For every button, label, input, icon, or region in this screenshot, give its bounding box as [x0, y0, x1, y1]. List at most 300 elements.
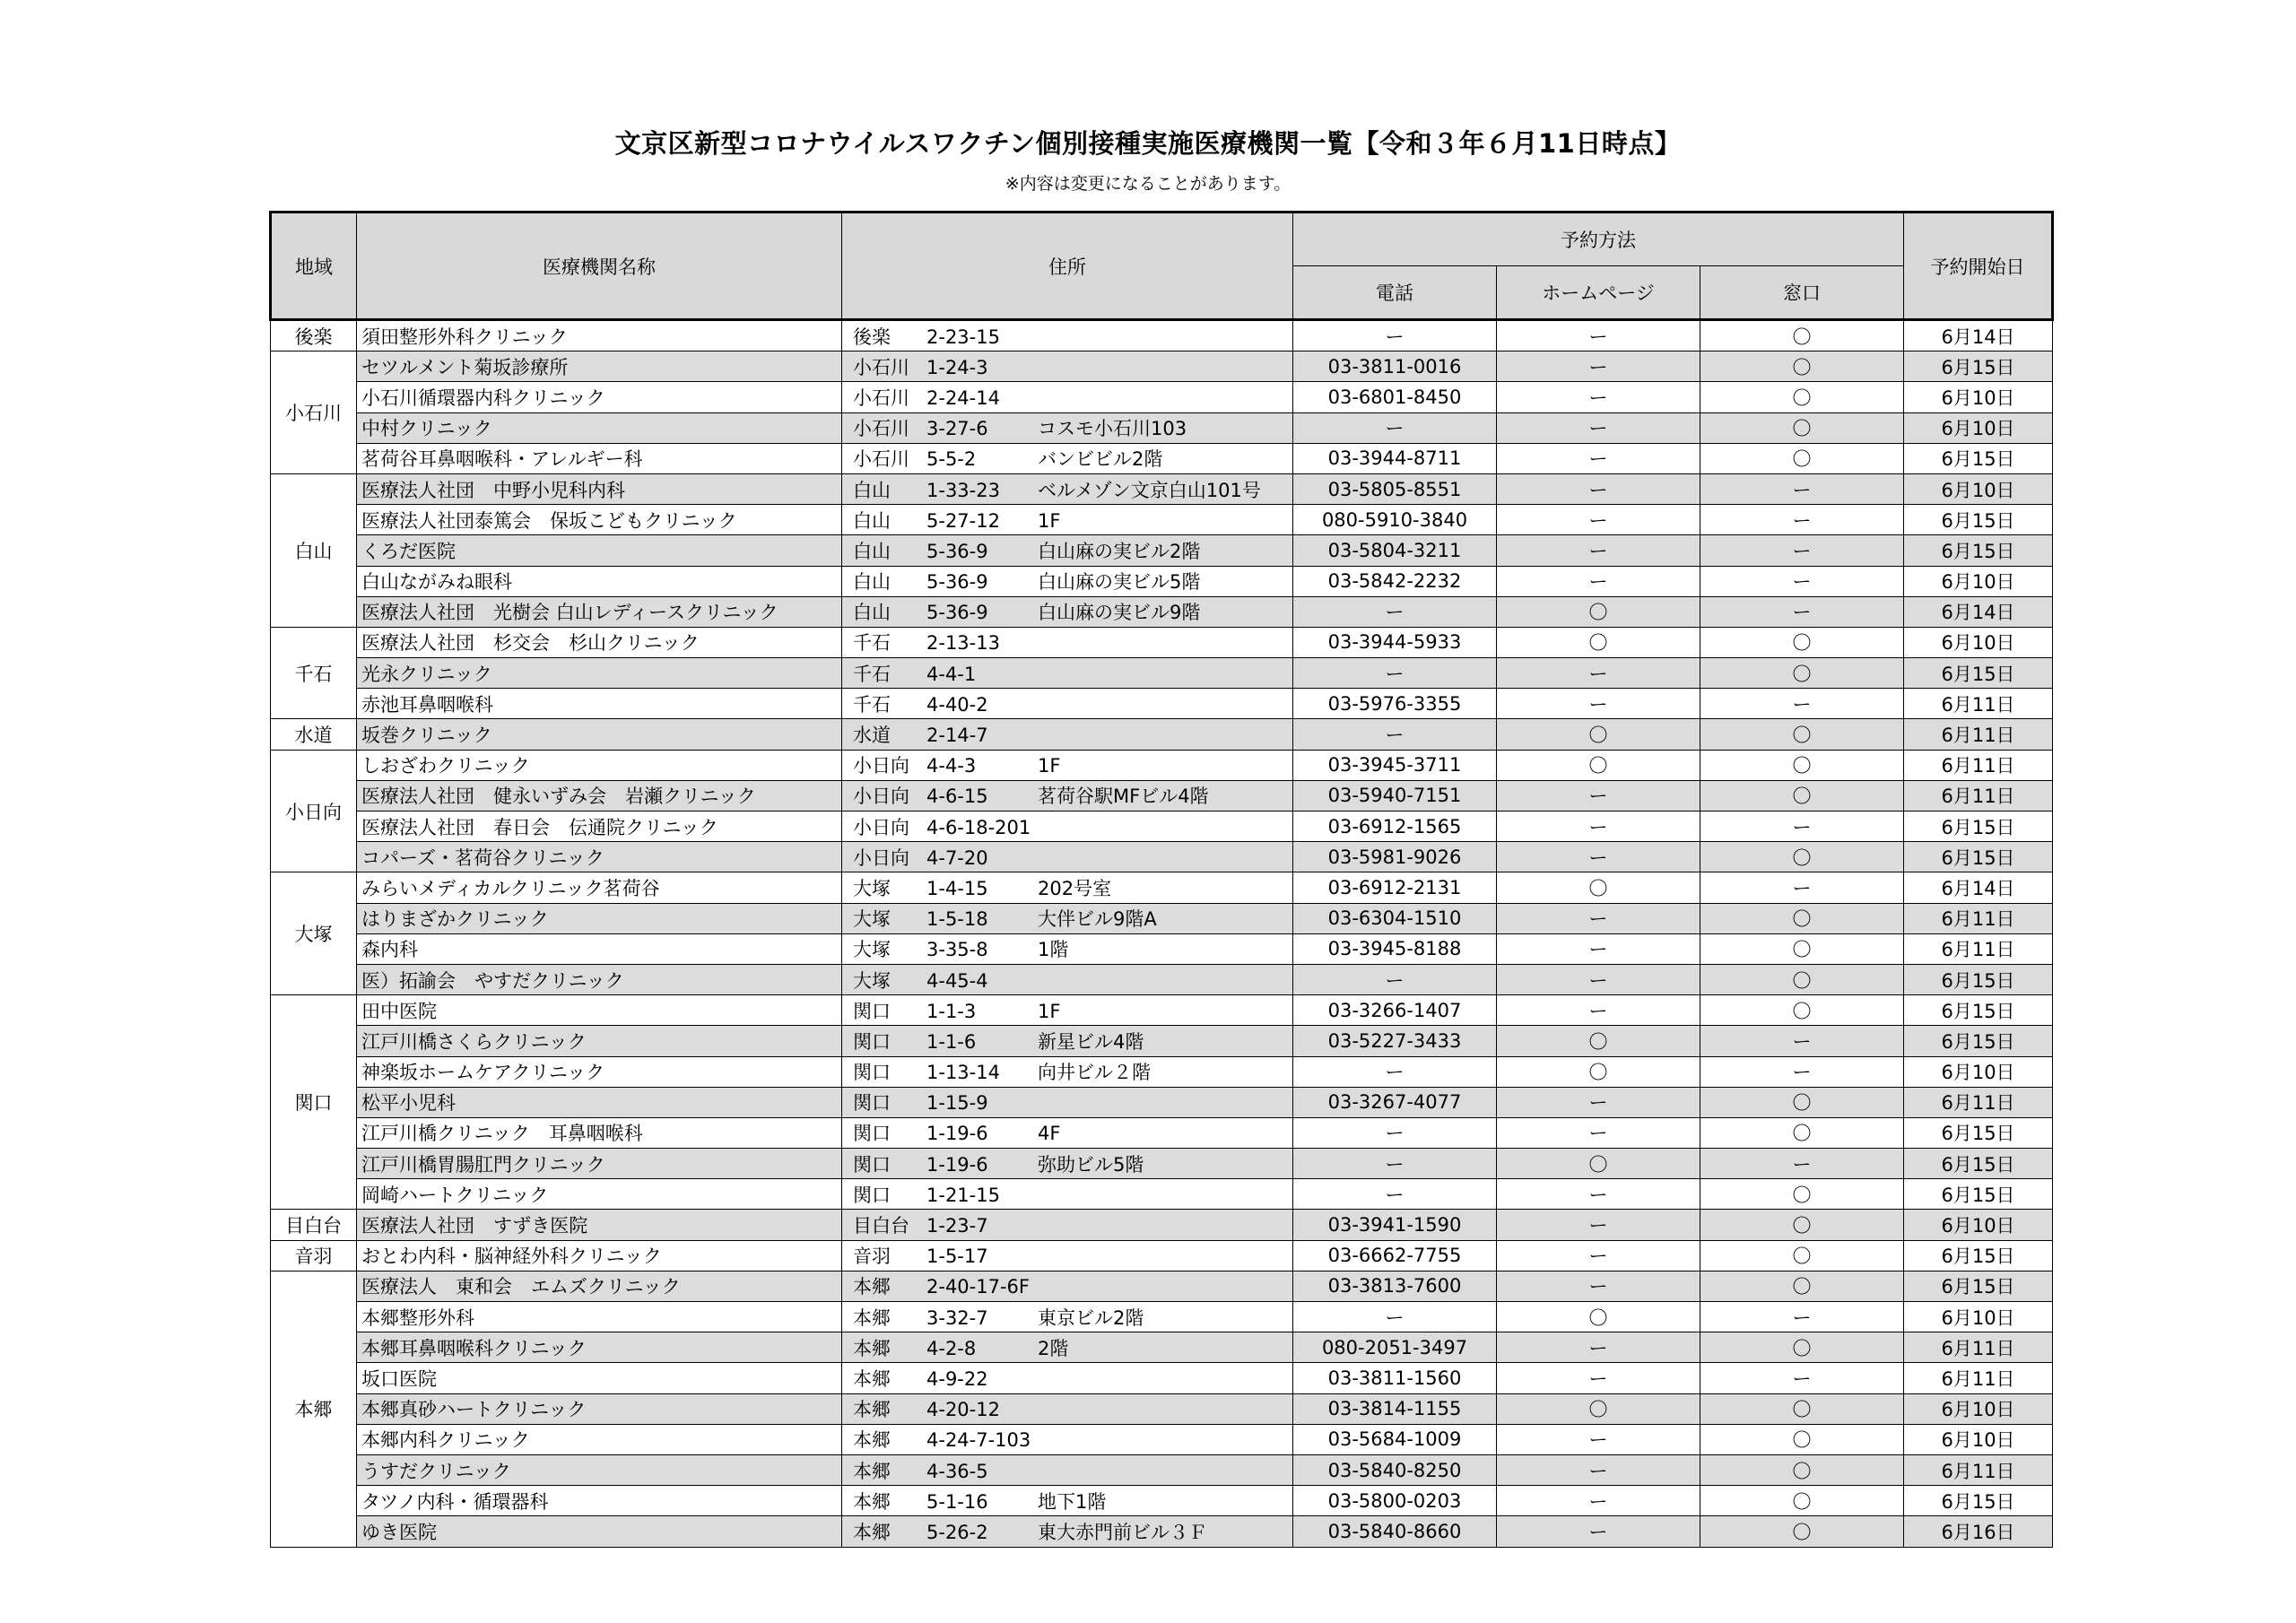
address-number: 5-27-12	[926, 509, 1000, 532]
start-date-cell: 6月16日	[1904, 1516, 2053, 1547]
phone-cell: 03-5840-8660	[1293, 1516, 1497, 1547]
address-number: 2-14-7	[926, 725, 988, 747]
page-title: 文京区新型コロナウイルスワクチン個別接種実施医療機関一覧【令和３年６月11日時点】	[614, 128, 1682, 159]
homepage-cell: ー	[1497, 535, 1700, 566]
address-town: 関口	[853, 1153, 891, 1176]
clinic-address	[842, 750, 1293, 780]
address-town: 関口	[853, 1123, 891, 1145]
address-town: 白山	[853, 602, 891, 624]
address-number: 4-7-20	[926, 846, 988, 869]
address-town: 本郷	[853, 1337, 891, 1359]
address-number: 3-27-6	[926, 418, 988, 440]
phone-cell: ー	[1293, 1149, 1497, 1179]
start-date-cell: 6月10日	[1904, 627, 2053, 657]
address-town: 千石	[853, 663, 891, 685]
table-row	[271, 1026, 2053, 1056]
clinic-name: 坂巻クリニック	[357, 719, 842, 750]
window-cell: 〇	[1700, 352, 1904, 382]
window-cell: 〇	[1700, 412, 1904, 443]
clinic-address	[842, 1179, 1293, 1210]
clinic-name: 医療法人社団泰篤会 保坂こどもクリニック	[357, 505, 842, 535]
address-town: 大塚	[853, 908, 891, 931]
window-cell: 〇	[1700, 1454, 1904, 1485]
start-date-cell: 6月11日	[1904, 750, 2053, 780]
clinic-address	[842, 1393, 1293, 1424]
table-row	[271, 473, 2053, 504]
start-date-cell: 6月10日	[1904, 1210, 2053, 1240]
clinic-name: ゆき医院	[357, 1516, 842, 1547]
start-date-cell: 6月10日	[1904, 412, 2053, 443]
address-number: 4-2-8	[926, 1337, 977, 1359]
clinic-name: 中村クリニック	[357, 412, 842, 443]
clinic-address	[842, 1486, 1293, 1516]
window-cell: 〇	[1700, 1516, 1904, 1547]
homepage-cell: ー	[1497, 320, 1700, 352]
homepage-cell: 〇	[1497, 719, 1700, 750]
start-date-cell: 6月15日	[1904, 658, 2053, 689]
start-date-cell: 6月11日	[1904, 1454, 2053, 1485]
table-row	[271, 1240, 2053, 1271]
clinic-address	[842, 352, 1293, 382]
clinic-name: 医療法人社団 健永いずみ会 岩瀬クリニック	[357, 780, 842, 811]
window-cell: ー	[1700, 535, 1904, 566]
clinic-address	[842, 320, 1293, 352]
address-town: 音羽	[853, 1245, 891, 1268]
address-number: 4-9-22	[926, 1367, 988, 1390]
table-row	[271, 1454, 2053, 1485]
area-cell: 大塚	[271, 872, 357, 995]
clinic-address	[842, 443, 1293, 473]
table-row	[271, 812, 2053, 842]
homepage-cell: 〇	[1497, 1302, 1700, 1332]
area-cell: 白山	[271, 473, 357, 627]
address-number: 2-23-15	[926, 325, 1000, 348]
address-building: 1階	[1038, 939, 1069, 961]
table-row	[271, 352, 2053, 382]
clinic-name: 須田整形外科クリニック	[357, 320, 842, 352]
table-row	[271, 995, 2053, 1026]
clinic-name: 神楽坂ホームケアクリニック	[357, 1056, 842, 1087]
address-building: 弥助ビル5階	[1038, 1153, 1144, 1176]
address-building: バンビビル2階	[1038, 448, 1163, 471]
address-town: 関口	[853, 1030, 891, 1053]
window-cell: 〇	[1700, 658, 1904, 689]
start-date-cell: 6月10日	[1904, 566, 2053, 596]
address-town: 千石	[853, 693, 891, 716]
start-date-cell: 6月15日	[1904, 1149, 2053, 1179]
header-homepage: ホームページ	[1497, 266, 1700, 320]
table-row	[271, 1302, 2053, 1332]
clinic-address	[842, 566, 1293, 596]
address-number: 3-35-8	[926, 939, 988, 961]
homepage-cell: ー	[1497, 780, 1700, 811]
address-number: 3-32-7	[926, 1306, 988, 1329]
address-number: 1-4-15	[926, 877, 988, 899]
phone-cell: ー	[1293, 1056, 1497, 1087]
window-cell: 〇	[1700, 1332, 1904, 1363]
address-number: 4-4-3	[926, 755, 977, 777]
homepage-cell: ー	[1497, 1332, 1700, 1363]
header-phone: 電話	[1293, 266, 1497, 320]
area-cell: 小石川	[271, 352, 357, 474]
address-number: 5-36-9	[926, 540, 988, 562]
table-header	[271, 213, 2053, 320]
address-number: 4-24-7-103	[926, 1429, 1031, 1452]
address-building: 白山麻の実ビル5階	[1038, 571, 1201, 594]
clinic-name: 坂口医院	[357, 1363, 842, 1393]
address-town: 本郷	[853, 1460, 891, 1482]
address-town: 大塚	[853, 969, 891, 992]
window-cell: 〇	[1700, 320, 1904, 352]
homepage-cell: 〇	[1497, 596, 1700, 627]
address-building: 地下1階	[1038, 1490, 1107, 1513]
address-building: 2階	[1038, 1337, 1069, 1359]
phone-cell: 03-5800-0203	[1293, 1486, 1497, 1516]
window-cell: ー	[1700, 812, 1904, 842]
address-number: 1-1-3	[926, 1000, 977, 1022]
clinic-name: 医療法人社団 光樹会 白山レディースクリニック	[357, 596, 842, 627]
homepage-cell: ー	[1497, 964, 1700, 994]
address-number: 4-4-1	[926, 663, 977, 685]
address-town: 目白台	[853, 1215, 909, 1237]
clinic-address	[842, 1302, 1293, 1332]
phone-cell: ー	[1293, 412, 1497, 443]
address-town: 小石川	[853, 356, 909, 378]
address-town: 白山	[853, 509, 891, 532]
address-building: 東京ビル2階	[1038, 1306, 1144, 1329]
window-cell: 〇	[1700, 995, 1904, 1026]
table-row	[271, 842, 2053, 872]
address-number: 2-24-14	[926, 386, 1000, 409]
phone-cell: 03-6662-7755	[1293, 1240, 1497, 1271]
window-cell: ー	[1700, 872, 1904, 903]
start-date-cell: 6月15日	[1904, 1271, 2053, 1301]
address-number: 1-21-15	[926, 1184, 1000, 1206]
clinic-name: 医）拓諭会 やすだクリニック	[357, 964, 842, 994]
address-town: 関口	[853, 1184, 891, 1206]
window-cell: 〇	[1700, 1179, 1904, 1210]
clinic-address	[842, 719, 1293, 750]
start-date-cell: 6月11日	[1904, 1363, 2053, 1393]
address-town: 本郷	[853, 1429, 891, 1452]
start-date-cell: 6月15日	[1904, 812, 2053, 842]
address-number: 1-15-9	[926, 1092, 988, 1115]
clinic-name: 森内科	[357, 933, 842, 964]
address-building: 向井ビル２階	[1038, 1062, 1151, 1084]
address-town: 小日向	[853, 785, 909, 808]
address-town: 白山	[853, 540, 891, 562]
clinic-address	[842, 1117, 1293, 1148]
window-cell: ー	[1700, 473, 1904, 504]
table-row	[271, 658, 2053, 689]
start-date-cell: 6月11日	[1904, 689, 2053, 719]
address-building: 1F	[1038, 1000, 1061, 1022]
start-date-cell: 6月10日	[1904, 382, 2053, 412]
phone-cell: 03-6304-1510	[1293, 903, 1497, 933]
homepage-cell: ー	[1497, 995, 1700, 1026]
clinic-name: 医療法人社団 すずき医院	[357, 1210, 842, 1240]
address-building: 4F	[1038, 1123, 1061, 1145]
phone-cell: 03-6912-2131	[1293, 872, 1497, 903]
header-address: 住所	[842, 213, 1293, 320]
address-number: 1-23-7	[926, 1215, 988, 1237]
header-window: 窓口	[1700, 266, 1904, 320]
clinic-name: 江戸川橋クリニック 耳鼻咽喉科	[357, 1117, 842, 1148]
phone-cell: 03-3811-0016	[1293, 352, 1497, 382]
table-row	[271, 627, 2053, 657]
address-number: 4-36-5	[926, 1460, 988, 1482]
start-date-cell: 6月11日	[1904, 1332, 2053, 1363]
phone-cell: 03-3267-4077	[1293, 1087, 1497, 1117]
clinic-address	[842, 872, 1293, 903]
start-date-cell: 6月15日	[1904, 1026, 2053, 1056]
address-town: 水道	[853, 725, 891, 747]
address-building: 茗荷谷駅MFビル4階	[1038, 785, 1209, 808]
address-number: 2-40-17-6F	[926, 1276, 1030, 1298]
start-date-cell: 6月15日	[1904, 1117, 2053, 1148]
homepage-cell: ー	[1497, 1424, 1700, 1454]
phone-cell: ー	[1293, 596, 1497, 627]
clinic-address	[842, 780, 1293, 811]
start-date-cell: 6月14日	[1904, 596, 2053, 627]
window-cell: 〇	[1700, 443, 1904, 473]
start-date-cell: 6月15日	[1904, 505, 2053, 535]
homepage-cell: ー	[1497, 473, 1700, 504]
clinic-address	[842, 473, 1293, 504]
clinic-address	[842, 1056, 1293, 1087]
phone-cell: ー	[1293, 1302, 1497, 1332]
clinic-name: おとわ内科・脳神経外科クリニック	[357, 1240, 842, 1271]
phone-cell: 03-3944-8711	[1293, 443, 1497, 473]
clinic-address	[842, 1332, 1293, 1363]
start-date-cell: 6月15日	[1904, 964, 2053, 994]
clinic-address	[842, 842, 1293, 872]
phone-cell: 03-3944-5933	[1293, 627, 1497, 657]
address-town: 本郷	[853, 1521, 891, 1543]
clinic-address	[842, 1271, 1293, 1301]
address-number: 1-33-23	[926, 479, 1000, 501]
clinic-name: セツルメント菊坂診療所	[357, 352, 842, 382]
address-building: 202号室	[1038, 877, 1112, 899]
clinic-address	[842, 535, 1293, 566]
address-town: 本郷	[853, 1490, 891, 1513]
address-building: 1F	[1038, 509, 1061, 532]
window-cell: 〇	[1700, 1486, 1904, 1516]
clinic-name: 医療法人 東和会 エムズクリニック	[357, 1271, 842, 1301]
clinic-name: 江戸川橋胃腸肛門クリニック	[357, 1149, 842, 1179]
phone-cell: 080-5910-3840	[1293, 505, 1497, 535]
address-number: 1-5-18	[926, 908, 988, 931]
clinic-name: みらいメディカルクリニック茗荷谷	[357, 872, 842, 903]
address-number: 4-6-18-201	[926, 816, 1031, 838]
address-town: 大塚	[853, 939, 891, 961]
phone-cell: 03-3811-1560	[1293, 1363, 1497, 1393]
table-row	[271, 1087, 2053, 1117]
address-town: 小石川	[853, 386, 909, 409]
clinic-name: うすだクリニック	[357, 1454, 842, 1485]
window-cell: 〇	[1700, 627, 1904, 657]
start-date-cell: 6月15日	[1904, 995, 2053, 1026]
homepage-cell: ー	[1497, 933, 1700, 964]
address-number: 5-5-2	[926, 448, 977, 471]
area-cell: 音羽	[271, 1240, 357, 1271]
phone-cell: 03-5842-2232	[1293, 566, 1497, 596]
address-building: 大伴ビル9階A	[1038, 908, 1157, 931]
phone-cell: 03-5804-3211	[1293, 535, 1497, 566]
clinic-name: 医療法人社団 春日会 伝通院クリニック	[357, 812, 842, 842]
table-row	[271, 689, 2053, 719]
table-row	[271, 1149, 2053, 1179]
phone-cell: 03-6801-8450	[1293, 382, 1497, 412]
phone-cell: 03-5981-9026	[1293, 842, 1497, 872]
clinic-address	[842, 995, 1293, 1026]
clinic-name: しおざわクリニック	[357, 750, 842, 780]
start-date-cell: 6月10日	[1904, 1056, 2053, 1087]
clinic-name: 本郷整形外科	[357, 1302, 842, 1332]
phone-cell: 03-6912-1565	[1293, 812, 1497, 842]
start-date-cell: 6月11日	[1904, 933, 2053, 964]
start-date-cell: 6月11日	[1904, 780, 2053, 811]
clinic-name: 本郷真砂ハートクリニック	[357, 1393, 842, 1424]
area-cell: 千石	[271, 627, 357, 719]
start-date-cell: 6月14日	[1904, 872, 2053, 903]
window-cell: ー	[1700, 505, 1904, 535]
address-building: 白山麻の実ビル9階	[1038, 602, 1201, 624]
clinic-address	[842, 1363, 1293, 1393]
start-date-cell: 6月15日	[1904, 535, 2053, 566]
address-town: 後楽	[853, 325, 891, 348]
clinic-name: 本郷耳鼻咽喉科クリニック	[357, 1332, 842, 1363]
address-number: 5-36-9	[926, 602, 988, 624]
clinic-address	[842, 627, 1293, 657]
address-town: 大塚	[853, 877, 891, 899]
table-row	[271, 1516, 2053, 1547]
homepage-cell: ー	[1497, 412, 1700, 443]
clinic-address	[842, 505, 1293, 535]
clinic-address	[842, 658, 1293, 689]
homepage-cell: 〇	[1497, 627, 1700, 657]
table-row	[271, 1179, 2053, 1210]
table-row	[271, 1424, 2053, 1454]
table-row	[271, 1363, 2053, 1393]
clinic-name: タツノ内科・循環器科	[357, 1486, 842, 1516]
start-date-cell: 6月10日	[1904, 1424, 2053, 1454]
clinic-address	[842, 412, 1293, 443]
window-cell: 〇	[1700, 964, 1904, 994]
phone-cell: 03-5805-8551	[1293, 473, 1497, 504]
phone-cell: ー	[1293, 320, 1497, 352]
homepage-cell: 〇	[1497, 1026, 1700, 1056]
table-row	[271, 320, 2053, 352]
table-row	[271, 1486, 2053, 1516]
table-row	[271, 443, 2053, 473]
window-cell: 〇	[1700, 1210, 1904, 1240]
homepage-cell: ー	[1497, 1486, 1700, 1516]
table-row	[271, 505, 2053, 535]
address-town: 小日向	[853, 755, 909, 777]
phone-cell: ー	[1293, 1179, 1497, 1210]
phone-cell: ー	[1293, 1117, 1497, 1148]
page-note: ※内容は変更になることがあります。	[1004, 174, 1292, 194]
address-town: 関口	[853, 1000, 891, 1022]
homepage-cell: ー	[1497, 443, 1700, 473]
table-row	[271, 1271, 2053, 1301]
start-date-cell: 6月15日	[1904, 842, 2053, 872]
address-number: 4-45-4	[926, 969, 988, 992]
address-number: 5-36-9	[926, 571, 988, 594]
homepage-cell: ー	[1497, 1210, 1700, 1240]
homepage-cell: 〇	[1497, 1056, 1700, 1087]
homepage-cell: ー	[1497, 812, 1700, 842]
clinic-name: 本郷内科クリニック	[357, 1424, 842, 1454]
table-row	[271, 719, 2053, 750]
window-cell: ー	[1700, 596, 1904, 627]
clinic-name: 医療法人社団 杉交会 杉山クリニック	[357, 627, 842, 657]
window-cell: 〇	[1700, 780, 1904, 811]
address-town: 小石川	[853, 448, 909, 471]
address-town: 本郷	[853, 1367, 891, 1390]
clinic-address	[842, 933, 1293, 964]
homepage-cell: ー	[1497, 1117, 1700, 1148]
clinic-address	[842, 1424, 1293, 1454]
homepage-cell: 〇	[1497, 750, 1700, 780]
phone-cell: ー	[1293, 719, 1497, 750]
address-number: 5-1-16	[926, 1490, 988, 1513]
address-building: 新星ビル4階	[1038, 1030, 1144, 1053]
start-date-cell: 6月15日	[1904, 1240, 2053, 1271]
address-number: 4-40-2	[926, 693, 988, 716]
homepage-cell: ー	[1497, 1363, 1700, 1393]
clinic-name: 田中医院	[357, 995, 842, 1026]
homepage-cell: 〇	[1497, 1393, 1700, 1424]
address-building: ベルメゾン文京白山101号	[1038, 479, 1261, 501]
clinic-name: 江戸川橋さくらクリニック	[357, 1026, 842, 1056]
address-town: 本郷	[853, 1306, 891, 1329]
window-cell: 〇	[1700, 933, 1904, 964]
clinic-name: 岡崎ハートクリニック	[357, 1179, 842, 1210]
homepage-cell: ー	[1497, 903, 1700, 933]
phone-cell: 03-5684-1009	[1293, 1424, 1497, 1454]
clinic-address	[842, 1087, 1293, 1117]
table-row	[271, 1117, 2053, 1148]
homepage-cell: ー	[1497, 566, 1700, 596]
address-building: 白山麻の実ビル2階	[1038, 540, 1201, 562]
address-building: コスモ小石川103	[1038, 418, 1187, 440]
phone-cell: 03-5227-3433	[1293, 1026, 1497, 1056]
homepage-cell: ー	[1497, 1240, 1700, 1271]
start-date-cell: 6月14日	[1904, 320, 2053, 352]
phone-cell: 03-5840-8250	[1293, 1454, 1497, 1485]
window-cell: 〇	[1700, 750, 1904, 780]
table-row	[271, 566, 2053, 596]
clinic-name: 白山ながみね眼科	[357, 566, 842, 596]
clinic-address	[842, 1454, 1293, 1485]
area-cell: 後楽	[271, 320, 357, 352]
table-row	[271, 872, 2053, 903]
address-town: 白山	[853, 479, 891, 501]
table-row	[271, 1210, 2053, 1240]
table-row	[271, 933, 2053, 964]
table-row	[271, 964, 2053, 994]
phone-cell: 03-3814-1155	[1293, 1393, 1497, 1424]
phone-cell: 03-3266-1407	[1293, 995, 1497, 1026]
area-cell: 本郷	[271, 1271, 357, 1547]
start-date-cell: 6月11日	[1904, 903, 2053, 933]
clinic-address	[842, 382, 1293, 412]
address-number: 1-24-3	[926, 356, 988, 378]
clinic-name: 医療法人社団 中野小児科内科	[357, 473, 842, 504]
window-cell: 〇	[1700, 1393, 1904, 1424]
